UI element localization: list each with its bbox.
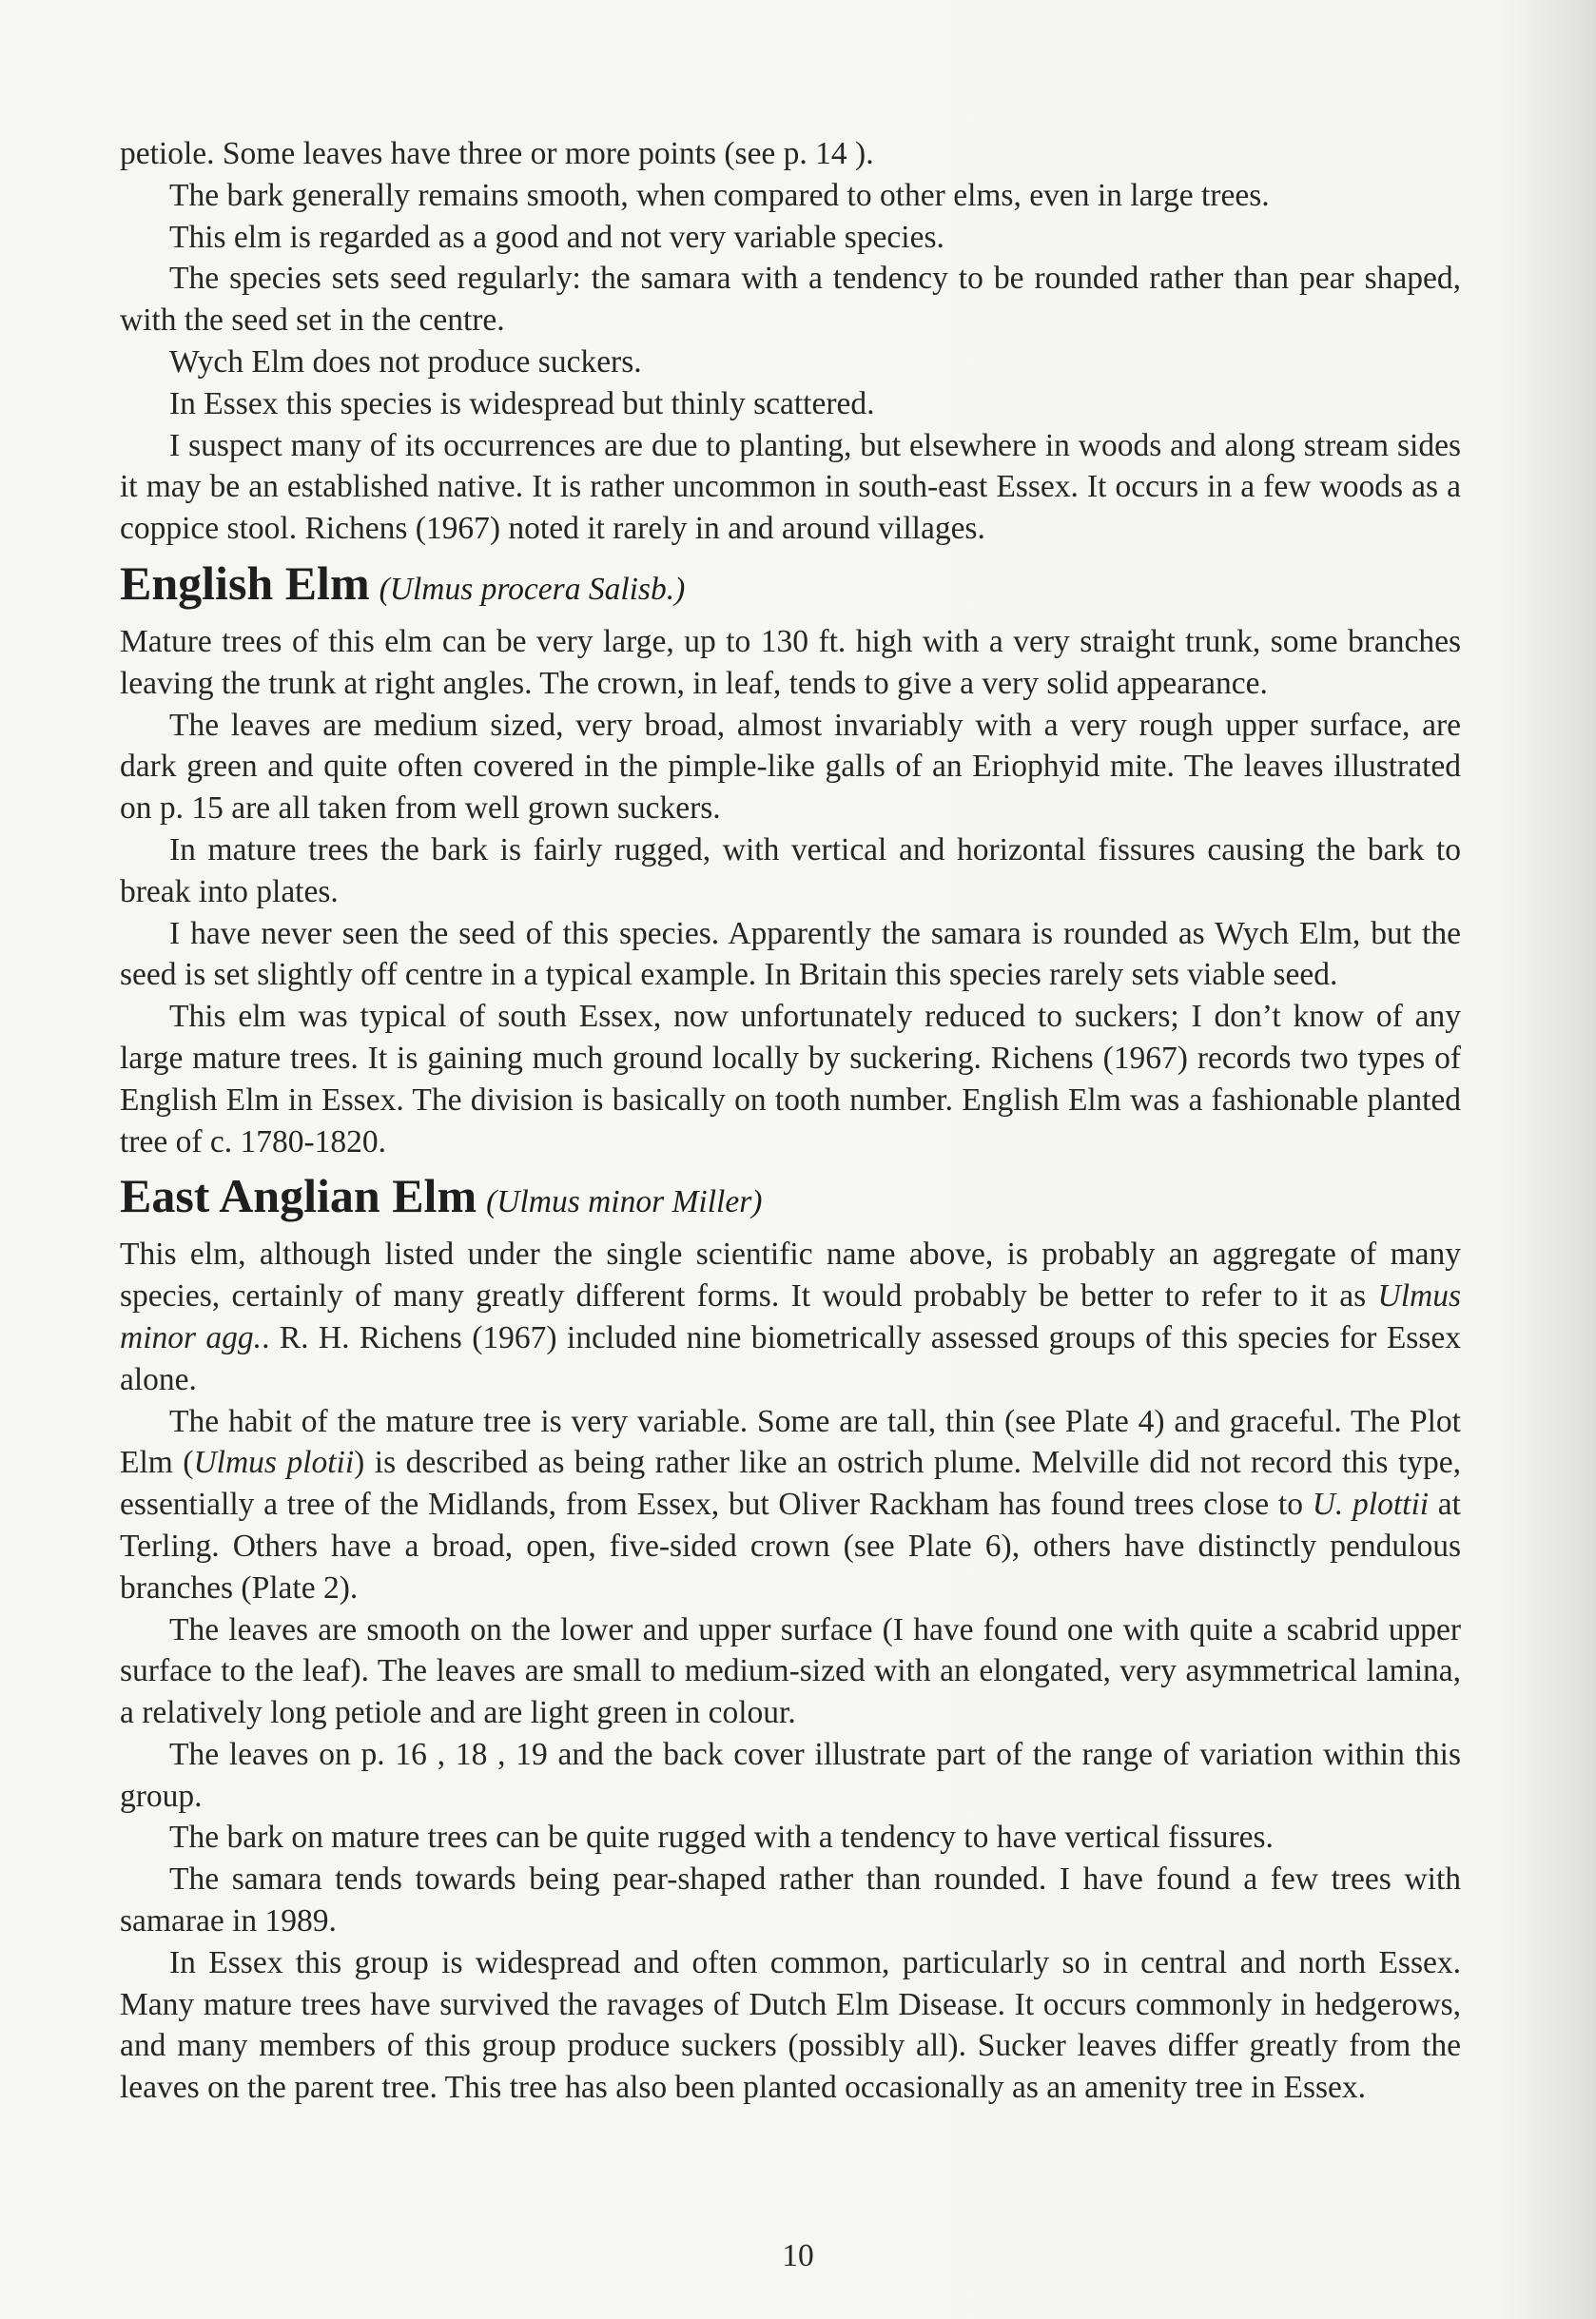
paragraph	[120, 1234, 1461, 1400]
italic-term: Ulmus plotii	[193, 1445, 355, 1481]
paragraph: In mature trees the bark is fairly rugged, with vertical and horizontal fissures causing the bark to break into plates.	[120, 831, 1461, 909]
paragraph: The leaves are smooth on the lower and upper surface (I have found one with quite a scabrid upper surface to the leaf). The leaves are small to medium-sized with an elongated, very asymmetrical lamina, a relatively long petiole and are light green in colour.	[120, 1611, 1461, 1731]
section-heading-east-anglian-elm	[120, 1168, 1461, 1230]
paragraph: petiole. Some leaves have three or more points (see p. 14 ).	[120, 136, 874, 171]
paragraph: I suspect many of its occurrences are due to planting, but elsewhere in woods and along stream sides it may be an established native. It is rather uncommon in south-east Essex. It occurs in a few woods as a coppice stool. Richens (1967) noted it rarely in and around villages.	[120, 427, 1461, 547]
paragraph: In Essex this group is widespread and often common, particularly so in central and north Essex. Many mature trees have survived the ravages of Dutch Elm Disease. It occurs commonly in hedgerows, and many members of this group produce suckers (possibly all). Sucker leaves differ greatly from the leaves on the parent tree. This tree has also been planted occasionally as an amenity tree in Essex.	[120, 1944, 1461, 2106]
paragraph: The bark generally remains smooth, when compared to other elms, even in large trees.	[169, 177, 1270, 213]
paragraph: The samara tends towards being pear-shaped rather than rounded. I have found a few trees with samarae in 1989.	[120, 1861, 1461, 1939]
page-body	[120, 133, 1461, 2109]
paragraph: The species sets seed regularly: the samara with a tendency to be rounded rather than pear shaped, with the seed set in the centre.	[120, 261, 1461, 339]
paragraph: The leaves on p. 16 , 18 , 19 and the back cover illustrate part of the range of variation within this group.	[120, 1736, 1461, 1814]
text-run: at Terling. Others have a broad, open, five-sided crown (see Plate 6), others have distinctly pendulous branches (Plate 2).	[120, 1487, 1461, 1606]
paragraph: Mature trees of this elm can be very large, up to 130 ft. high with a very straight trunk, some branches leaving the trunk at right angles. The crown, in leaf, tends to give a very solid appearance.	[120, 623, 1461, 701]
paragraph: The bark on mature trees can be quite rugged with a tendency to have vertical fissures.	[169, 1820, 1274, 1856]
paragraph: The leaves are medium sized, very broad, almost invariably with a very rough upper surface, are dark green and quite often covered in the pimple-like galls of an Eriophyid mite. The leaves illustrated on p. 15 are all taken from well grown suckers.	[120, 707, 1461, 827]
paragraph: Wych Elm does not produce suckers.	[169, 343, 642, 380]
page-number: 10	[782, 2238, 814, 2273]
heading-title: East Anglian Elm	[120, 1169, 477, 1223]
text-run: The habit of the mature tree is very variable. Some are tall, thin (see Plate 4) and graceful. The Plot Elm (	[120, 1403, 1461, 1481]
paragraph	[120, 1401, 1461, 1609]
heading-title: English Elm	[120, 555, 370, 610]
italic-term: U. plottii	[1312, 1487, 1430, 1523]
text-run: . R. H. Richens (1967) included nine biometrically assessed groups of this species for Essex alone.	[120, 1319, 1461, 1397]
paragraph: This elm is regarded as a good and not very variable species.	[169, 219, 944, 255]
section-heading-english-elm	[120, 555, 1461, 617]
text-run: ) is described as being rather like an ostrich plume. Melville did not record this type, essentially a tree of the Midlands, from Essex, but Oliver Rackham has found trees close to	[120, 1445, 1461, 1523]
paragraph: This elm was typical of south Essex, now unfortunately reduced to suckers; I don’t know of any large mature trees. It is gaining much ground locally by suckering. Richens (1967) records two types of English Elm in Essex. The division is basically on tooth number. English Elm was a fashionable planted tree of c. 1780-1820.	[120, 999, 1461, 1160]
paragraph: I have never seen the seed of this species. Apparently the samara is rounded as Wych Elm, but the seed is set slightly off centre in a typical example. In Britain this species rarely sets viable seed.	[120, 915, 1461, 993]
scientific-name: (Ulmus minor Miller)	[486, 1184, 763, 1220]
italic-term: Ulmus minor agg.	[120, 1278, 1461, 1355]
scientific-name: (Ulmus procera Salisb.)	[379, 571, 686, 607]
paragraph: In Essex this species is widespread but thinly scattered.	[169, 385, 875, 421]
text-run: This elm, although listed under the single scientific name above, is probably an aggregate of many species, certainly of many greatly different forms. It would probably be better to refer to it as	[120, 1237, 1461, 1315]
